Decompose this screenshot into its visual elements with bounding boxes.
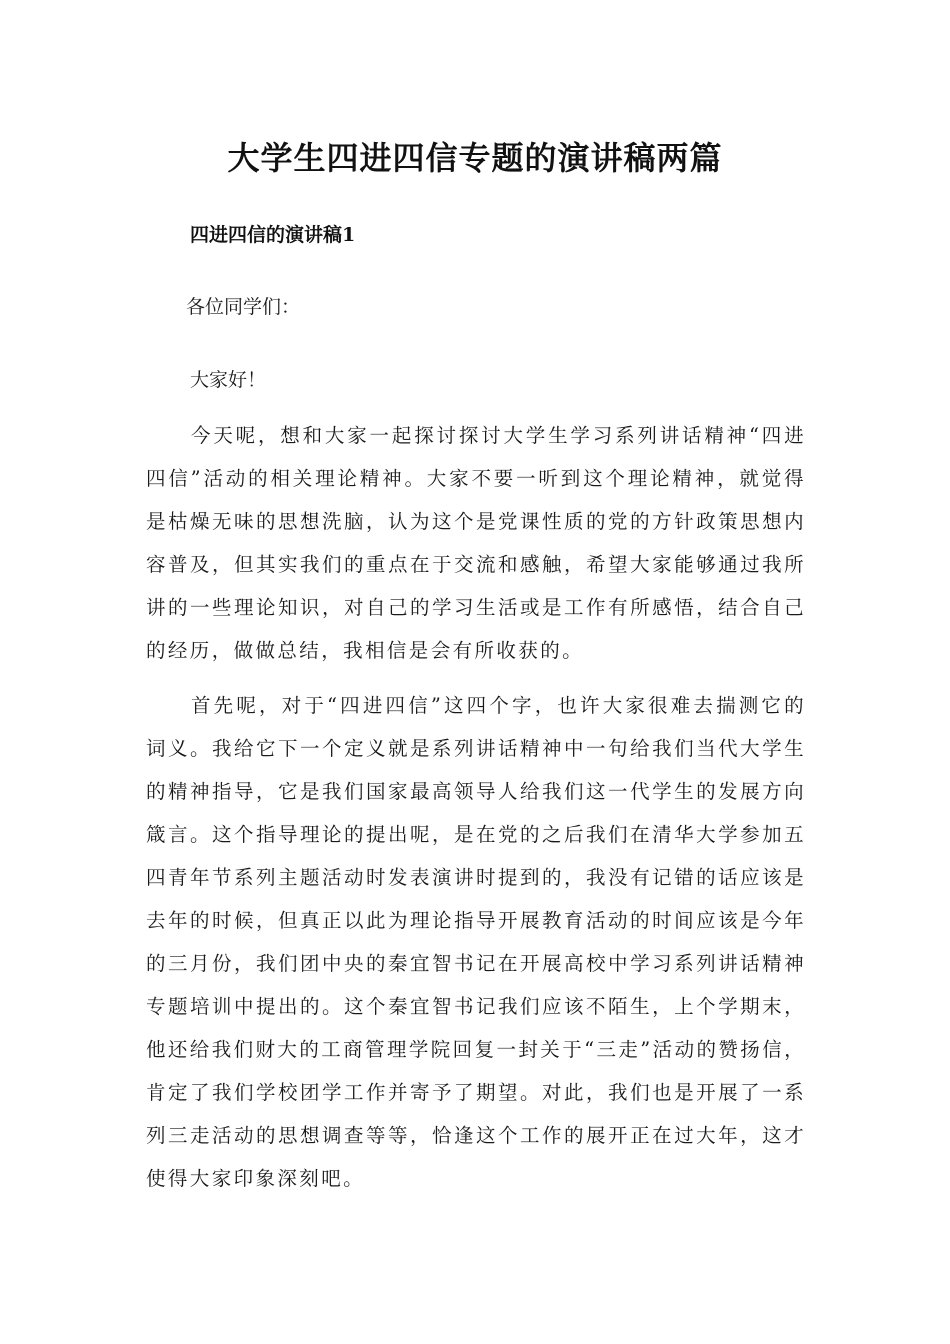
salutation-line: 各位同学们：	[186, 296, 301, 318]
body-paragraph: 今天呢，想和大家一起探讨探讨大学生学习系列讲话精神“四进四信”活动的相关理论精神。大家不要一听到这个理论精神，就觉得是枯燥无味的思想洗脑，认为这个是党课性质的党的方针政策思想内容普及，但其实我们的重点在于交流和感触，希望大家能够通过我所讲的一些理论知识，对自己的学习生活或是工作有所感悟，结合自己的经历，做做总结，我相信是会有所收获的。	[146, 424, 806, 662]
greeting-line: 大家好！	[190, 369, 267, 391]
document-title: 大学生四进四信专题的演讲稿两篇	[227, 139, 723, 177]
body-paragraph: 首先呢，对于“四进四信”这四个字，也许大家很难去揣测它的词义。我给它下一个定义就是系列讲话精神中一句给我们当代大学生的精神指导，它是我们国家最高领导人给我们这一代学生的发展方向箴言。这个指导理论的提出呢，是在党的之后我们在清华大学参加五四青年节系列主题活动时发表演讲时提到的，我没有记错的话应该是去年的时候，但真正以此为理论指导开展教育活动的时间应该是今年的三月份，我们团中央的秦宜智书记在开展高校中学习系列讲话精神专题培训中提出的。这个秦宜智书记我们应该不陌生，上个学期末，他还给我们财大的工商管理学院回复一封关于“三走”活动的赞扬信，肯定了我们学校团学工作并寄予了期望。对此，我们也是开展了一系列三走活动的思想调查等等，恰逢这个工作的展开正在过大年，这才使得大家印象深刻吧。	[146, 694, 806, 1190]
section-heading: 四进四信的演讲稿1	[190, 224, 356, 246]
